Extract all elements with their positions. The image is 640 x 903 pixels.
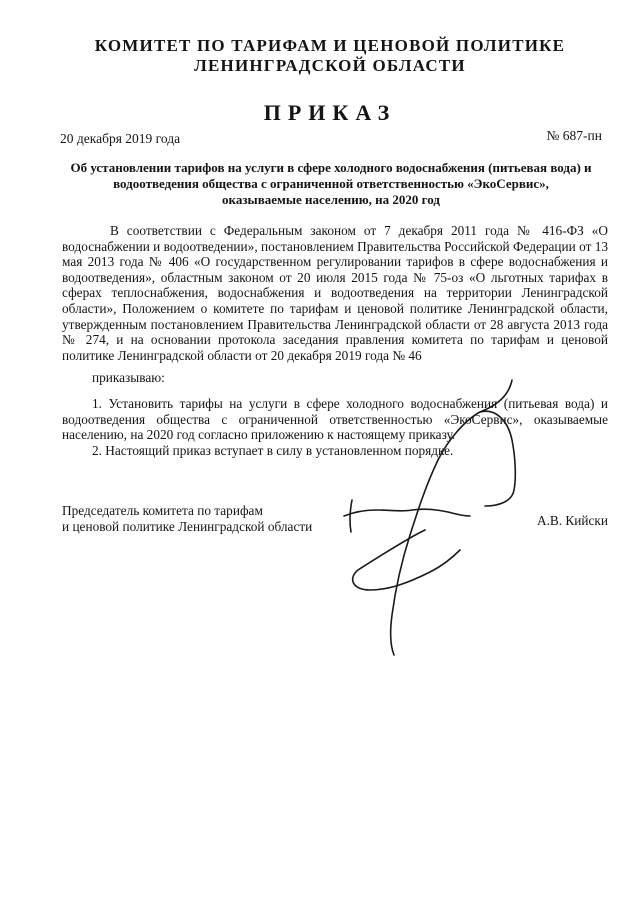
- order-item-2: 2. Настоящий приказ вступает в силу в установленном порядке.: [92, 442, 454, 458]
- subject-line-1: Об установлении тарифов на услуги в сфере холодного водоснабжения (питьевая вода) и: [70, 160, 592, 175]
- order-date: 20 декабря 2019 года: [60, 131, 181, 146]
- signer-position-line-1: Председатель комитета по тарифам: [62, 503, 263, 518]
- signer-name: А.В. Кийски: [536, 513, 608, 528]
- resolve-phrase: приказываю:: [92, 370, 165, 385]
- subject-line-2: водоотведения общества с ограниченной ответственностью «ЭкоСервис»,: [113, 176, 549, 191]
- document-type-title: ПРИКАЗ: [263, 100, 397, 125]
- committee-header: [60, 36, 600, 76]
- handwritten-signature: [330, 360, 540, 660]
- preamble-paragraph: В соответствии с Федеральным законом от 7 декабря 2011 года № 416-ФЗ «О водоснабжении и водоотведении», постановлением Правительства Российской Федерации от 13 мая 2013 года № 406 «О государственном регулировании тарифов в сфере водоснабжения и водоотведения», областным законом от 20 июля 2015 года № 75-оз «О льготных тарифах в сферах теплоснабжения, водоснабжения и водоотведения на территории Ленинградской области», Положением о комитете по тарифам и ценовой политике Ленинградской области, утвержденным постановлением Правительства Ленинградской области от 28 августа 2013 года № 274, и на основании протокола заседания правления комитета по тарифам и ценовой политике Ленинградской области от 20 декабря 2019 года № 46: [62, 223, 608, 363]
- subject-line-3: оказываемые населению, на 2020 год: [222, 192, 440, 207]
- committee-line-1: КОМИТЕТ ПО ТАРИФАМ И ЦЕНОВОЙ ПОЛИТИКЕ: [94, 36, 566, 55]
- committee-line-2: ЛЕНИНГРАДСКОЙ ОБЛАСТИ: [194, 56, 466, 75]
- order-number: № 687-пн: [546, 128, 602, 143]
- signer-position: [62, 503, 312, 534]
- order-item-1: 1. Установить тарифы на услуги в сфере холодного водоснабжения (питьевая вода) и водоотведения общества с ограниченной ответственностью «ЭкоСервис», оказываемые населению, на 2020 год согласно приложению к настоящему приказу.: [62, 396, 608, 443]
- signer-position-line-2: и ценовой политике Ленинградской области: [62, 518, 313, 534]
- order-subject: [62, 160, 600, 208]
